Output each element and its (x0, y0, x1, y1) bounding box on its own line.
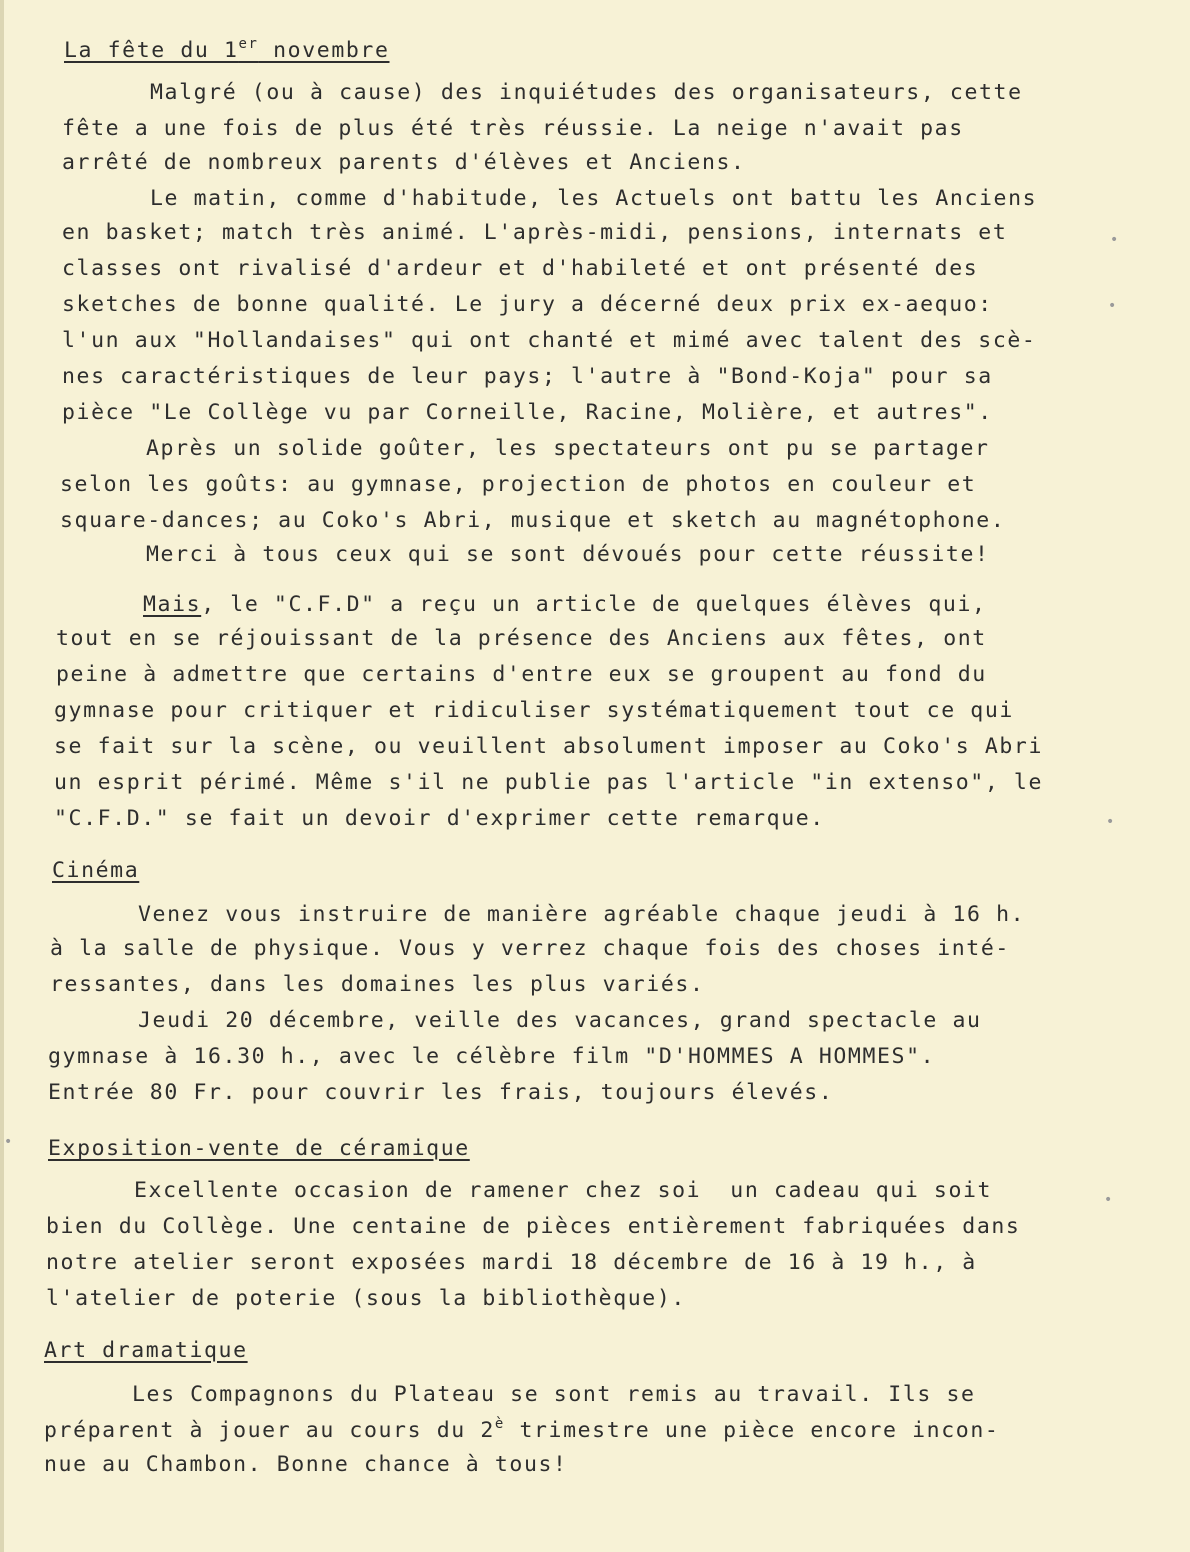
section-title-cinema: Cinéma (52, 858, 140, 883)
paragraph-line: Le matin, comme d'habitude, les Actuels ont battu les Anciens (150, 186, 1038, 211)
section-title-art: Art dramatique (44, 1338, 248, 1363)
paragraph-line: Jeudi 20 décembre, veille des vacances, grand spectacle au (138, 1008, 982, 1033)
paragraph-line (44, 1418, 999, 1444)
paragraph-line: classes ont rivalisé d'ardeur et d'habileté et ont présenté des (62, 256, 979, 281)
paragraph-line: tout en se réjouissant de la présence des Anciens aux fêtes, ont (56, 626, 987, 651)
paragraph-line: Merci à tous ceux qui se sont dévoués pour cette réussite! (146, 542, 990, 567)
scan-mark: • (4, 1134, 13, 1150)
page-edge (0, 0, 4, 1552)
paragraph-line: nes caractéristiques de leur pays; l'autre à "Bond-Koja" pour sa (62, 364, 993, 389)
paragraph-line: bien du Collège. Une centaine de pièces entièrement fabriquées dans (46, 1214, 1021, 1239)
paragraph-line: gymnase à 16.30 h., avec le célèbre film "D'HOMMES A HOMMES". (48, 1044, 936, 1069)
paragraph-line: Les Compagnons du Plateau se sont remis au travail. Ils se (132, 1382, 976, 1407)
section-title-expo: Exposition-vente de céramique (48, 1136, 470, 1161)
paragraph-line: en basket; match très animé. L'après-midi, pensions, internats et (62, 220, 1008, 245)
scan-mark: • (1104, 1192, 1113, 1208)
paragraph-line: à la salle de physique. Vous y verrez chaque fois des choses inté- (50, 936, 1010, 961)
paragraph-line: square-dances; au Coko's Abri, musique et sketch au magnétophone. (60, 508, 1006, 533)
section-title-fete (64, 38, 390, 64)
paragraph-line: "C.F.D." se fait un devoir d'exprimer cette remarque. (54, 806, 825, 831)
paragraph-line-mais (143, 592, 987, 618)
mais-underlined: Mais (143, 592, 202, 617)
title-superscript: er (238, 36, 259, 52)
paragraph-line: peine à admettre que certains d'entre eux se groupent au fond du (56, 662, 987, 687)
scan-mark: • (1106, 814, 1115, 830)
paragraph-line: se fait sur la scène, ou veuillent absolument imposer au Coko's Abri (54, 734, 1043, 759)
line-text: préparent à jouer au cours du 2 (44, 1418, 495, 1443)
paragraph-line: selon les goûts: au gymnase, projection de photos en couleur et (60, 472, 977, 497)
paragraph-line: ressantes, dans les domaines les plus variés. (50, 972, 705, 997)
paragraph-line: Entrée 80 Fr. pour couvrir les frais, toujours élevés. (48, 1080, 834, 1105)
scan-mark: • (1108, 298, 1117, 314)
superscript: è (494, 1416, 505, 1432)
paragraph-line: fête a une fois de plus été très réussie. La neige n'avait pas (62, 116, 964, 141)
paragraph-line: l'un aux "Hollandaises" qui ont chanté et mimé avec talent des scè- (62, 328, 1037, 353)
paragraph-line: Excellente occasion de ramener chez soi un cadeau qui soit (134, 1178, 993, 1203)
paragraph-line: Venez vous instruire de manière agréable chaque jeudi à 16 h. (138, 902, 1026, 927)
line-text: trimestre une pièce encore incon- (504, 1418, 1000, 1443)
paragraph-line: un esprit périmé. Même s'il ne publie pas l'article "in extenso", le (54, 770, 1043, 795)
paragraph-line: Après un solide goûter, les spectateurs ont pu se partager (146, 436, 990, 461)
paragraph-line: nue au Chambon. Bonne chance à tous! (44, 1452, 568, 1477)
paragraph-line: pièce "Le Collège vu par Corneille, Racine, Molière, et autres". (62, 400, 993, 425)
scan-mark: • (1110, 232, 1119, 248)
title-text: novembre (258, 38, 390, 63)
paragraph-line: arrêté de nombreux parents d'élèves et Anciens. (62, 150, 746, 175)
paragraph-line: gymnase pour critiquer et ridiculiser systématiquement tout ce qui (54, 698, 1014, 723)
paragraph-line: notre atelier seront exposées mardi 18 décembre de 16 à 19 h., à (46, 1250, 977, 1275)
paragraph-line: l'atelier de poterie (sous la bibliothèque). (46, 1286, 686, 1311)
paragraph-line: Malgré (ou à cause) des inquiétudes des organisateurs, cette (150, 80, 1023, 105)
mais-rest: , le "C.F.D" a reçu un article de quelques élèves qui, (201, 592, 987, 617)
title-text: La fête du 1 (64, 38, 239, 63)
paragraph-line: sketches de bonne qualité. Le jury a décerné deux prix ex-aequo: (62, 292, 993, 317)
